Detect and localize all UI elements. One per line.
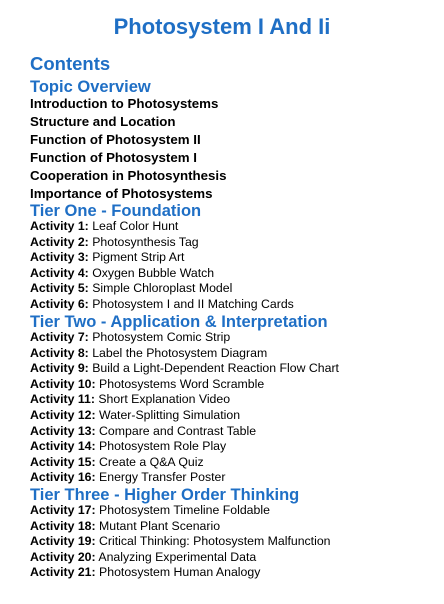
activity-number: Activity 14:	[30, 439, 96, 454]
activity-name: Critical Thinking: Photosystem Malfunction	[99, 534, 331, 549]
tier-one-heading: Tier One - Foundation	[30, 202, 202, 220]
activity-name: Photosystems Word Scramble	[99, 376, 265, 391]
topic-overview-heading: Topic Overview	[30, 78, 151, 96]
page-title: Photosystem I And Ii	[113, 14, 331, 39]
activity-name: Compare and Contrast Table	[99, 423, 257, 438]
topic-item: Function of Photosystem I	[30, 150, 197, 165]
activity-item	[30, 346, 339, 362]
activity-number: Activity 3:	[30, 250, 89, 265]
activity-name: Pigment Strip Art	[92, 250, 185, 265]
activity-name: Photosystem Role Play	[99, 439, 227, 454]
activity-number: Activity 9:	[30, 361, 89, 376]
activity-item	[30, 235, 294, 251]
activity-number: Activity 7:	[30, 330, 89, 344]
topic-item: Cooperation in Photosynthesis	[30, 168, 227, 183]
activity-name: Create a Q&A Quiz	[99, 454, 204, 469]
activity-item	[30, 250, 294, 266]
activity-number: Activity 12:	[30, 407, 96, 422]
activity-item	[30, 550, 331, 566]
activity-number: Activity 1:	[30, 219, 89, 233]
activity-number: Activity 5:	[30, 281, 89, 296]
activity-item	[30, 281, 294, 297]
activity-name: Photosystem Comic Strip	[92, 330, 231, 344]
activity-name: Photosystem Timeline Foldable	[99, 503, 270, 517]
activity-number: Activity 16:	[30, 470, 96, 485]
activity-name: Label the Photosystem Diagram	[92, 345, 268, 360]
activity-number: Activity 20:	[30, 549, 96, 564]
topic-item: Structure and Location	[30, 114, 176, 129]
activity-number: Activity 17:	[30, 503, 96, 517]
activity-item	[30, 565, 331, 581]
activity-number: Activity 4:	[30, 265, 89, 280]
tier-one-activity-list	[30, 219, 294, 313]
activity-item	[30, 266, 294, 282]
activity-item	[30, 519, 331, 535]
activity-number: Activity 10:	[30, 376, 96, 391]
activity-number: Activity 13:	[30, 423, 96, 438]
tier-three-heading: Tier Three - Higher Order Thinking	[30, 486, 300, 504]
activity-number: Activity 21:	[30, 565, 96, 580]
activity-name: Mutant Plant Scenario	[99, 518, 221, 533]
activity-item	[30, 503, 331, 519]
topic-item: Importance of Photosystems	[30, 186, 213, 201]
activity-name: Water-Splitting Simulation	[99, 407, 241, 422]
activity-number: Activity 15:	[30, 454, 96, 469]
activity-number: Activity 11:	[30, 392, 95, 407]
activity-name: Photosystem I and II Matching Cards	[92, 296, 294, 311]
activity-name: Build a Light-Dependent Reaction Flow Chart	[92, 361, 339, 376]
activity-number: Activity 2:	[30, 234, 89, 249]
activity-item	[30, 455, 339, 471]
activity-item	[30, 361, 339, 377]
contents-heading: Contents	[30, 53, 111, 74]
activity-name: Leaf Color Hunt	[92, 219, 179, 233]
activity-number: Activity 6:	[30, 296, 89, 311]
activity-name: Energy Transfer Poster	[99, 470, 226, 485]
activity-item	[30, 534, 331, 550]
topic-overview-list	[30, 95, 227, 203]
activity-item	[30, 439, 339, 455]
activity-item	[30, 408, 339, 424]
activity-item	[30, 424, 339, 440]
activity-item	[30, 219, 294, 235]
activity-number: Activity 8:	[30, 345, 89, 360]
activity-name: Simple Chloroplast Model	[92, 281, 233, 296]
tier-two-heading: Tier Two - Application & Interpretation	[30, 313, 328, 331]
topic-item: Function of Photosystem II	[30, 132, 201, 147]
activity-name: Short Explanation Video	[98, 392, 231, 407]
tier-three-activity-list	[30, 503, 331, 581]
activity-name: Photosystem Human Analogy	[99, 565, 261, 580]
activity-name: Analyzing Experimental Data	[98, 549, 257, 564]
activity-name: Oxygen Bubble Watch	[92, 265, 215, 280]
activity-item	[30, 297, 294, 313]
activity-name: Photosynthesis Tag	[92, 234, 199, 249]
activity-number: Activity 18:	[30, 518, 96, 533]
topic-item: Introduction to Photosystems	[30, 96, 219, 111]
activity-item	[30, 392, 339, 408]
activity-item	[30, 377, 339, 393]
activity-number: Activity 19:	[30, 534, 96, 549]
tier-two-activity-list	[30, 330, 339, 486]
activity-item	[30, 330, 339, 346]
activity-item	[30, 470, 339, 486]
